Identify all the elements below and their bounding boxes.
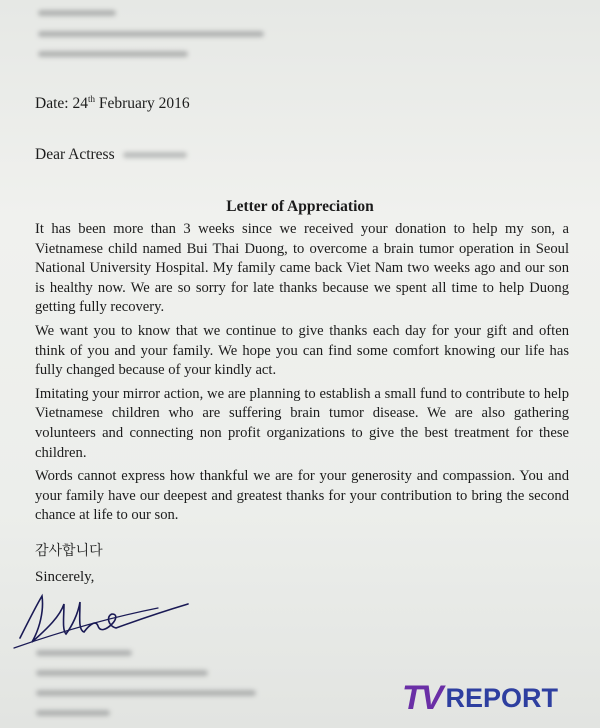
blurred-signer-phone bbox=[36, 670, 208, 676]
paragraph-4: Words cannot express how thankful we are for your generosity and compassion. You and your family have our deepest and greatest thanks for your contribution to bring the second chance at life to our son. bbox=[35, 468, 569, 524]
salutation: Dear Actress bbox=[35, 146, 187, 164]
paragraph-3: Imitating your mirror action, we are planning to establish a small fund to contribute to help Vietnamese children who are suffering brain tumor disease. We are also gathering volunteers and connecting non profit organizations to give the best treatment for these children. bbox=[35, 385, 569, 461]
blurred-sender-address-line-2 bbox=[38, 51, 188, 57]
paragraph-2: We want you to know that we continue to give thanks each day for your gift and often think of you and your family. We hope you can find some comfort knowing our life has fully changed because of your kindly act. bbox=[35, 322, 569, 379]
blurred-sender-address-line-1 bbox=[38, 31, 264, 37]
blurred-signer-name bbox=[36, 650, 132, 656]
blurred-signer-email bbox=[36, 690, 256, 696]
letter-body bbox=[35, 220, 569, 530]
korean-thanks: 감사합니다 bbox=[35, 543, 103, 559]
signature-image bbox=[8, 586, 198, 656]
blurred-signer-address bbox=[36, 710, 110, 716]
letter-date: Date: 24th February 2016 bbox=[35, 94, 190, 113]
logo-tv: TV bbox=[402, 679, 442, 717]
logo-report: REPORT bbox=[445, 683, 558, 713]
tvreport-logo bbox=[402, 680, 558, 716]
letter-title: Letter of Appreciation bbox=[226, 198, 374, 215]
blurred-sender-name bbox=[38, 10, 116, 16]
blurred-recipient-name bbox=[123, 152, 187, 158]
paragraph-1: It has been more than 3 weeks since we received your donation to help my son, a Vietnamese child named Bui Thai Duong, to overcome a brain tumor operation in Seoul National University Hospital. My family came back Viet Nam two weeks ago and our son is healthy now. We are so sorry for late thanks because we spent all time to help Duong getting fully recovery. bbox=[35, 221, 569, 316]
closing: Sincerely, bbox=[35, 569, 95, 585]
